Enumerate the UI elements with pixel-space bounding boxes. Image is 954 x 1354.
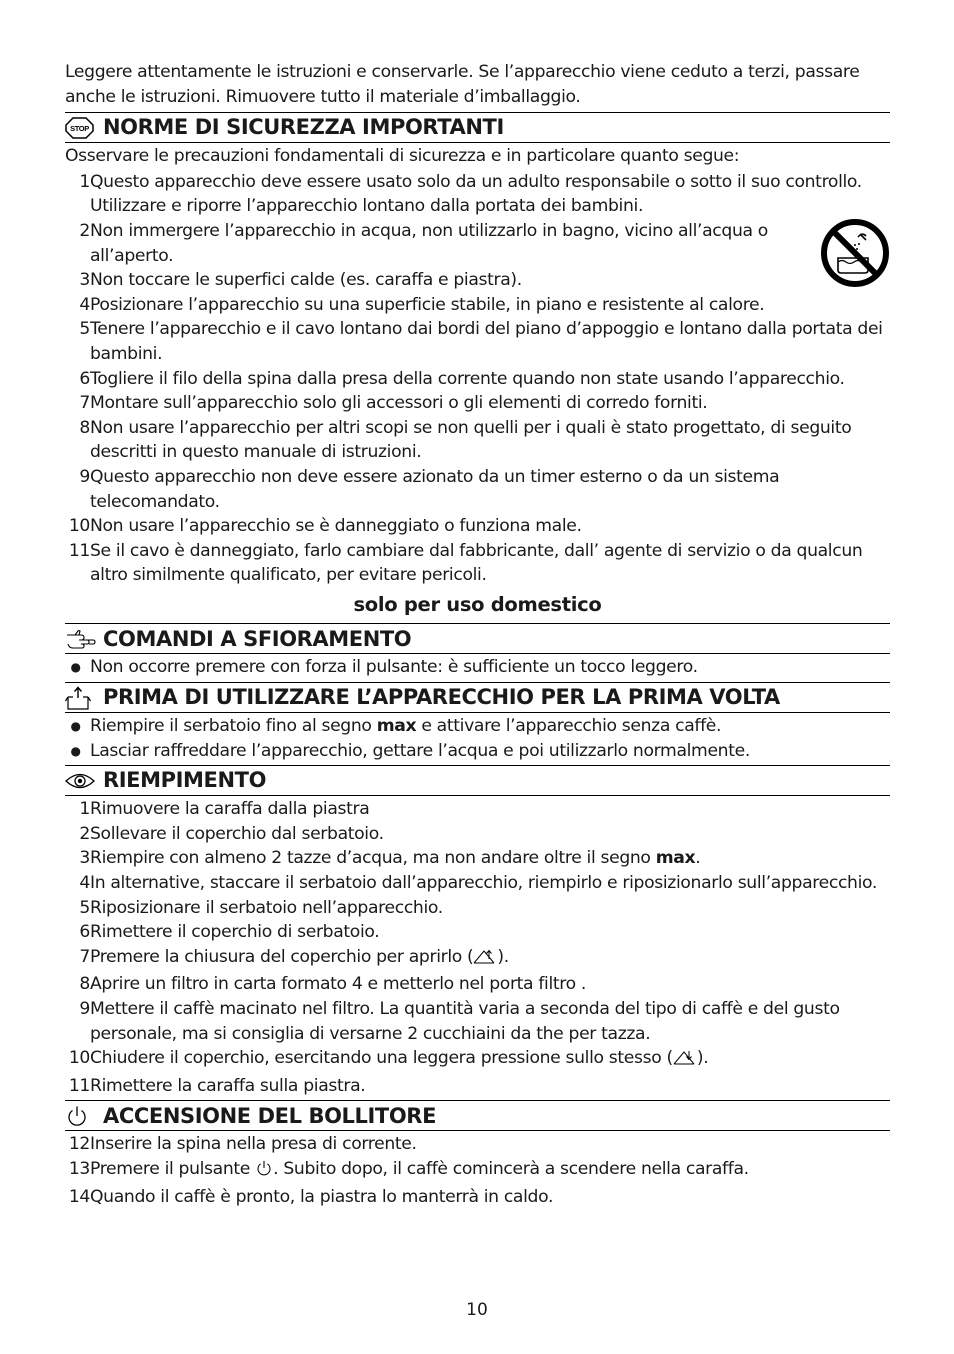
list-item: 4 In alternative, staccare il serbatoio dall’apparecchio, riempirlo e riposizionarlo sull’apparecchio. xyxy=(79,873,877,894)
list-item xyxy=(65,539,890,588)
item-text: Questo apparecchio non deve essere azionato da un timer esterno o da un sistema telecomandato. xyxy=(90,466,780,512)
bullet-icon: ● xyxy=(70,660,81,675)
list-item: 13 Premere il pulsante . Subito dopo, il caffè comincerà a scendere nella caraffa. xyxy=(65,1157,890,1185)
filling-list xyxy=(65,797,890,1098)
list-item: 6 Rimettere il coperchio di serbatoio. xyxy=(79,922,380,943)
list-item: 9 Mettere il caffè macinato nel filtro. La quantità varia a seconda del tipo di caffè e del gusto personale, ma si consiglia di versarne 2 cucchiaini da the per tazza. xyxy=(79,999,840,1044)
first-use-list xyxy=(65,714,890,763)
eye-icon xyxy=(65,767,103,795)
item-number: 9 xyxy=(79,466,90,487)
list-item xyxy=(65,367,890,392)
item-number: 2 xyxy=(79,220,90,241)
safety-heading xyxy=(65,112,890,143)
list-item: 14 Quando il caffè è pronto, la piastra lo manterrà in caldo. xyxy=(68,1186,554,1207)
list-item: 8 Aprire un filtro in carta formato 4 e metterlo nel porta filtro . xyxy=(79,974,587,995)
list-item xyxy=(65,465,890,514)
item-number: 5 xyxy=(79,319,90,340)
filling-heading xyxy=(65,765,890,796)
item-text: Questo apparecchio deve essere usato solo da un adulto responsabile o sotto il suo controllo. Utilizzare e riporre l’apparecchio lontano dalla portata dei bambini. xyxy=(90,171,862,217)
item-number: 8 xyxy=(79,417,90,438)
filling-title: RIEMPIMENTO xyxy=(103,768,267,793)
item-text: Posizionare l’apparecchio su una superficie stabile, in piano e resistente al calore. xyxy=(90,294,765,315)
item-text: Non usare l’apparecchio se è danneggiato o funziona male. xyxy=(90,516,582,537)
list-item: 5 Riposizionare il serbatoio nell’apparecchio. xyxy=(79,897,443,918)
power-list xyxy=(65,1132,890,1209)
item-number: 7 xyxy=(79,393,90,414)
list-item: 11 Rimettere la caraffa sulla piastra. xyxy=(68,1075,366,1096)
power-heading xyxy=(65,1100,890,1131)
manual-page xyxy=(65,60,890,1209)
list-item xyxy=(65,317,890,366)
item-number: 4 xyxy=(79,294,90,315)
svg-text:STOP: STOP xyxy=(70,123,89,133)
power-title: ACCENSIONE DEL BOLLITORE xyxy=(103,1103,437,1128)
max-label: max xyxy=(376,716,417,737)
page-number: 10 xyxy=(466,1300,488,1320)
item-text: Non immergere l’apparecchio in acqua, non utilizzarlo in bagno, vicino all’acqua o all’aperto. xyxy=(90,220,768,266)
power-icon xyxy=(65,1102,103,1130)
list-item xyxy=(65,219,890,268)
item-number: 3 xyxy=(79,270,90,291)
lid-close-icon xyxy=(673,1048,697,1074)
safety-lead: Osservare le precauzioni fondamentali di sicurezza e in particolare quanto segue: xyxy=(65,146,740,167)
item-text: Togliere il filo della spina dalla presa della corrente quando non state usando l’apparecchio. xyxy=(90,368,845,389)
item-text: Non toccare le superfici calde (es. caraffa e piastra). xyxy=(90,270,522,291)
item-number: 1 xyxy=(79,171,90,192)
item-number: 6 xyxy=(79,368,90,389)
touch-list xyxy=(65,655,890,680)
pointing-hand-icon xyxy=(65,625,103,653)
list-item: 3 Riempire con almeno 2 tazze d’acqua, ma non andare oltre il segno max. xyxy=(79,848,701,869)
max-label: max xyxy=(655,848,696,869)
bullet-icon: ● xyxy=(70,719,81,734)
lid-open-icon xyxy=(473,947,497,973)
safety-title: NORME DI SICUREZZA IMPORTANTI xyxy=(103,115,504,140)
item-text: Non usare l’apparecchio per altri scopi se non quelli per i quali è stato progettato, di seguito descritti in questo manuale di istruzioni. xyxy=(90,417,852,463)
item-text: Tenere l’apparecchio e il cavo lontano dai bordi del piano d’appoggio e lontano dalla portata dei bambini. xyxy=(90,319,883,364)
item-number: 11 xyxy=(68,540,90,561)
list-item: 1 Rimuovere la caraffa dalla piastra xyxy=(79,799,370,820)
list-item xyxy=(65,391,890,416)
list-item: 7 Premere la chiusura del coperchio per aprirlo ( ). xyxy=(65,945,890,973)
first-use-title: PRIMA DI UTILIZZARE L’APPARECCHIO PER LA PRIMA VOLTA xyxy=(103,685,780,710)
list-item xyxy=(65,416,890,465)
item-text: Montare sull’apparecchio solo gli accessori o gli elementi di corredo forniti. xyxy=(90,393,708,414)
list-item: 12 Inserire la spina nella presa di corrente. xyxy=(68,1134,417,1155)
list-item: ● Lasciar raffreddare l’apparecchio, gettare l’acqua e poi utilizzarlo normalmente. xyxy=(65,739,890,764)
list-item xyxy=(65,514,890,539)
item-number: 10 xyxy=(68,516,90,537)
stop-icon xyxy=(65,114,103,142)
list-item xyxy=(65,170,890,219)
list-item: ● Non occorre premere con forza il pulsante: è sufficiente un tocco leggero. xyxy=(65,655,890,680)
bullet-icon: ● xyxy=(70,743,81,758)
item-text: Se il cavo è danneggiato, farlo cambiare dal fabbricante, dall’ agente di servizio o da qualcun altro similmente qualificato, per evitare pericoli. xyxy=(90,540,863,586)
list-item: 2 Sollevare il coperchio dal serbatoio. xyxy=(79,823,384,844)
power-button-icon xyxy=(255,1159,273,1185)
safety-list xyxy=(65,170,890,588)
first-use-heading xyxy=(65,682,890,713)
unbox-icon xyxy=(65,684,103,712)
no-water-immersion-icon xyxy=(820,218,890,288)
intro-text: Leggere attentamente le istruzioni e conservarle. Se l’apparecchio viene ceduto a terzi, passare anche le istruzioni. Rimuovere tutto il materiale d’imballaggio. xyxy=(65,62,860,107)
touch-controls-heading xyxy=(65,623,890,654)
list-item xyxy=(65,293,890,318)
list-item: 10 Chiudere il coperchio, esercitando una leggera pressione sullo stesso ( ). xyxy=(65,1046,890,1074)
list-item xyxy=(65,268,890,293)
list-item: ● Riempire il serbatoio fino al segno max e attivare l’apparecchio senza caffè. xyxy=(65,714,890,739)
domestic-use-note: solo per uso domestico xyxy=(353,592,602,616)
touch-controls-title: COMANDI A SFIORAMENTO xyxy=(103,626,412,651)
